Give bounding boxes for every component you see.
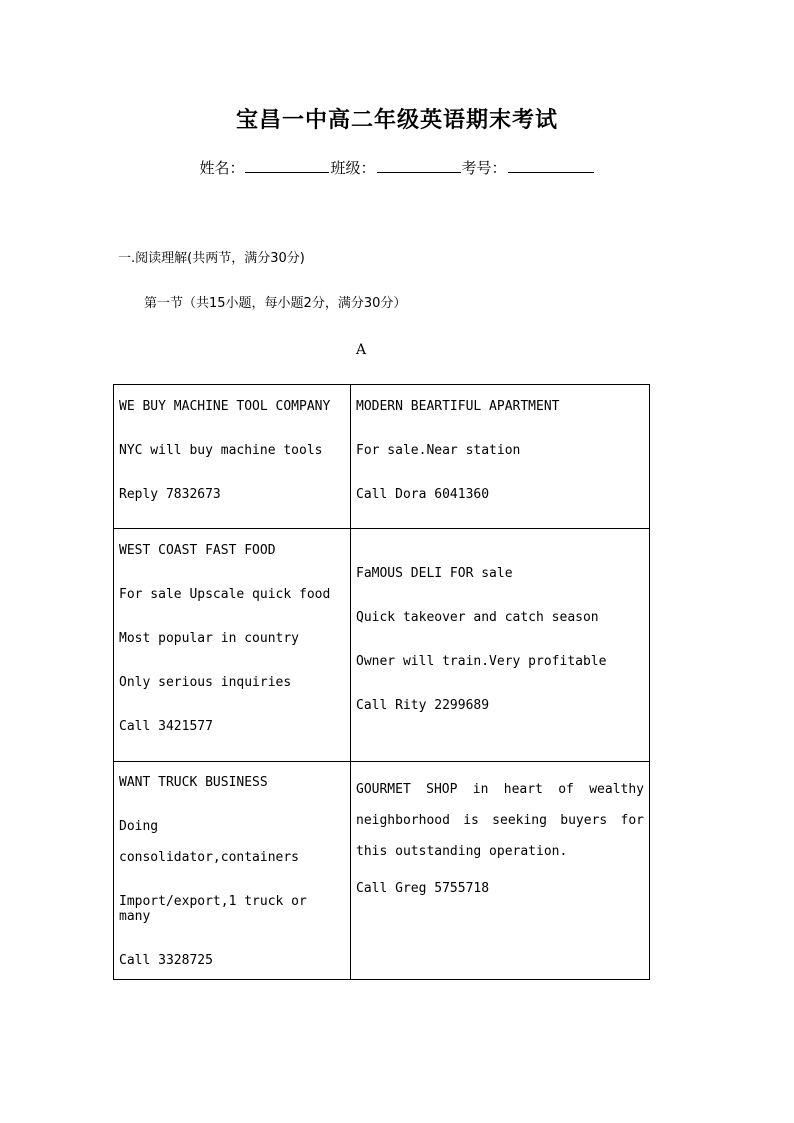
table-row [114, 385, 650, 529]
ad-line: consolidator,containers [119, 850, 300, 865]
ad-line: WEST COAST FAST FOOD [119, 543, 276, 558]
exam-title: 宝昌一中高二年级英语期末考试 [235, 108, 558, 133]
passage-label: A [356, 342, 367, 358]
class-label: 班级： [330, 159, 376, 177]
ad-line: Call Rity 2299689 [356, 698, 490, 713]
ad-line: For sale.Near station [356, 443, 521, 458]
ad-line: For sale Upscale quick food [119, 587, 331, 602]
section-subheading: 第一节（共15小题，每小题2分，满分30分） [144, 296, 407, 311]
ad-line: Import/export,1 truck or many [119, 894, 307, 924]
ad-line: Doing [119, 819, 159, 834]
ad-gourmet-shop [351, 762, 650, 980]
ad-line: Quick takeover and catch season [356, 610, 599, 625]
ad-line: FaMOUS DELI FOR sale [356, 566, 513, 581]
section-heading: 一.阅读理解(共两节，满分30分) [118, 251, 305, 266]
ad-line: WANT TRUCK BUSINESS [119, 775, 268, 790]
table-row [114, 762, 650, 980]
ad-line: Call Greg 5755718 [356, 881, 490, 896]
name-blank[interactable] [245, 156, 329, 173]
ad-line: Call Dora 6041360 [356, 487, 490, 502]
ads-table [113, 384, 650, 980]
student-info-line [0, 156, 794, 178]
class-blank[interactable] [377, 156, 461, 173]
name-label: 姓名： [199, 159, 245, 177]
ad-body: GOURMET SHOP in heart of wealthy neighborhood is seeking buyers for this outstanding operation. [356, 782, 644, 859]
exam-no-blank[interactable] [508, 156, 594, 173]
ad-deli [351, 529, 650, 762]
ad-line: Reply 7832673 [119, 487, 221, 502]
ad-line: Most popular in country [119, 631, 300, 646]
ad-line: Call 3421577 [119, 719, 213, 734]
exam-no-label: 考号： [461, 159, 507, 177]
ad-line: MODERN BEARTIFUL APARTMENT [356, 399, 560, 414]
ad-apartment [351, 385, 650, 529]
ad-truck-business [114, 762, 351, 980]
ad-line: Only serious inquiries [119, 675, 292, 690]
ad-fast-food [114, 529, 351, 762]
table-row [114, 529, 650, 762]
ad-machine-tool [114, 385, 351, 529]
ad-line: Call 3328725 [119, 953, 213, 968]
ad-line: WE BUY MACHINE TOOL COMPANY [119, 399, 331, 414]
ad-line: NYC will buy machine tools [119, 443, 323, 458]
ad-line: Owner will train.Very profitable [356, 654, 607, 669]
